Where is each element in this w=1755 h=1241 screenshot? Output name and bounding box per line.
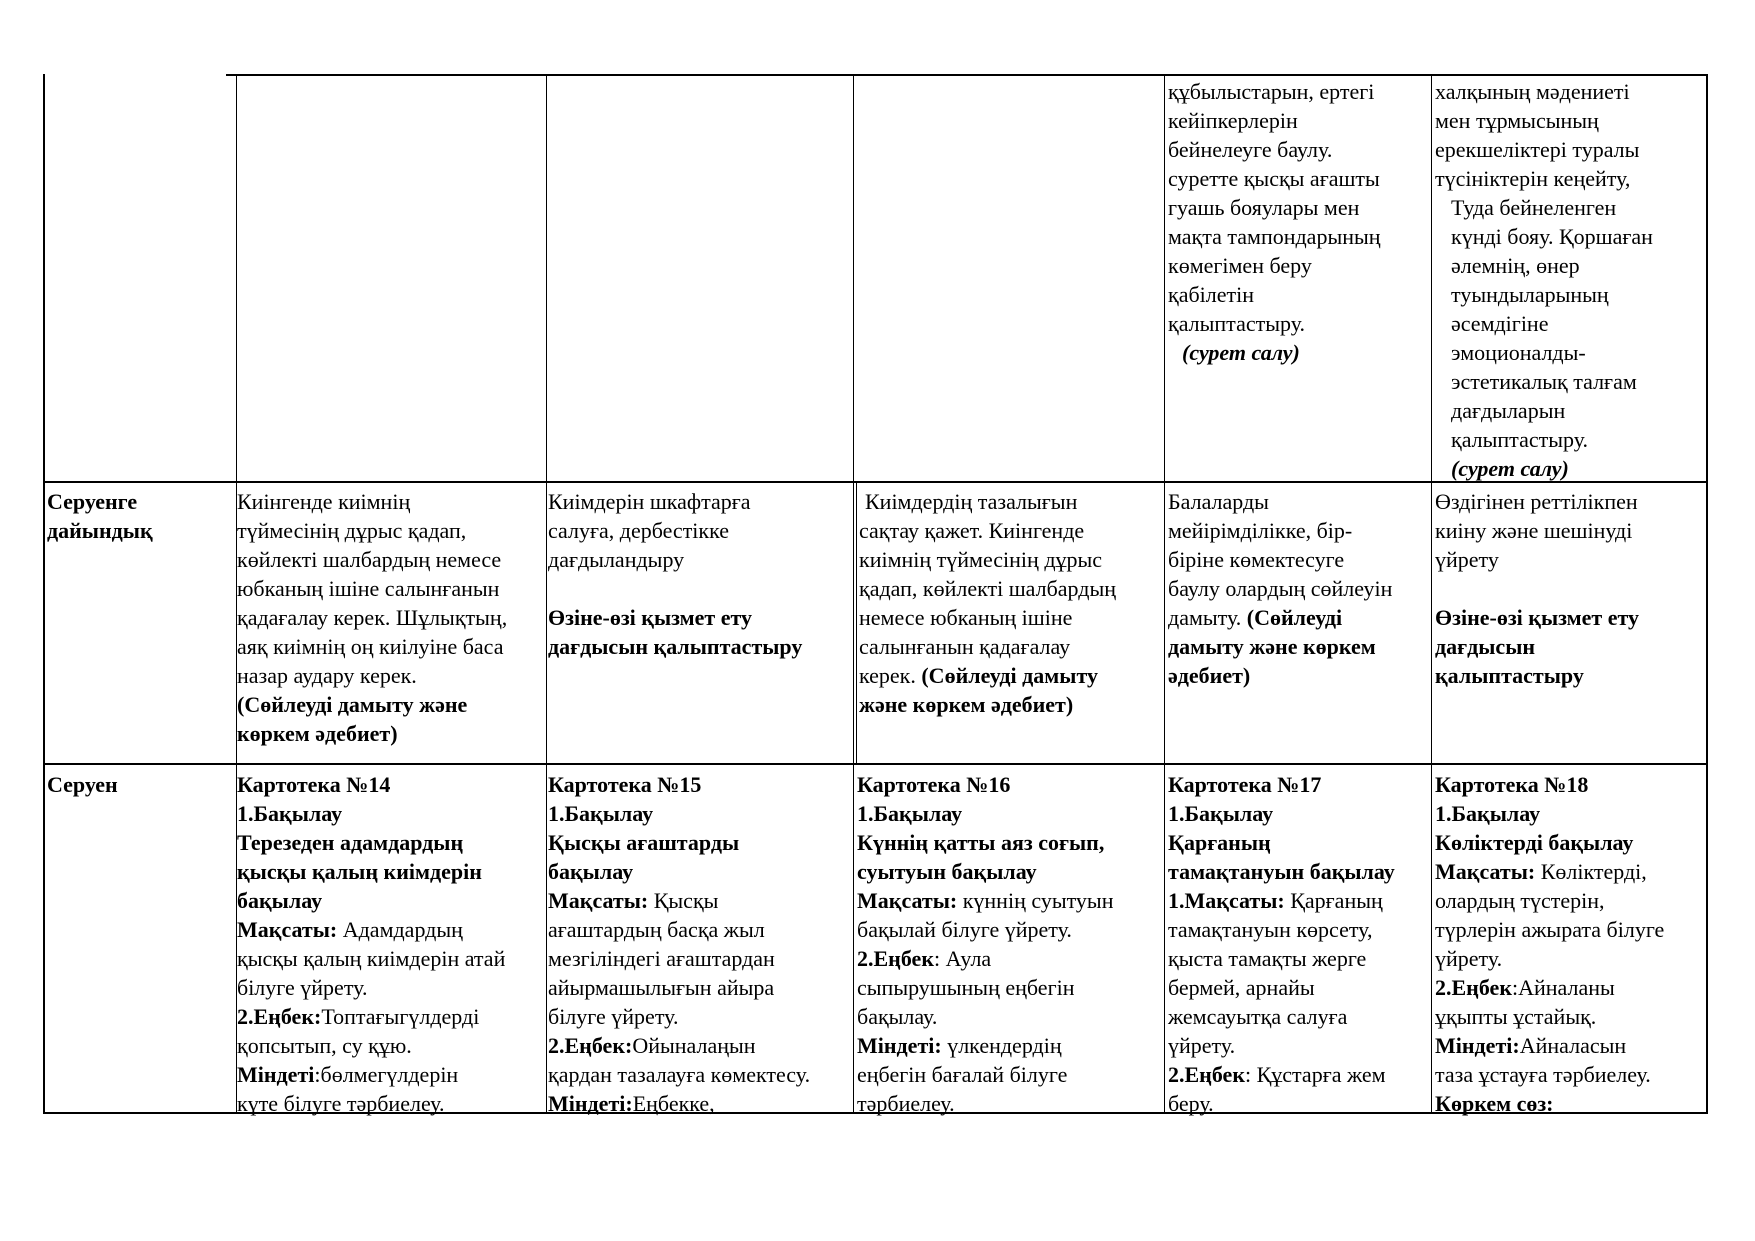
text-line: тәрбиелеу. bbox=[857, 1091, 955, 1116]
text-fragment: (Сөйлеуді bbox=[1246, 605, 1343, 630]
text-line: тамақтануын көрсету, bbox=[1168, 917, 1373, 942]
text-line: 1.Бақылау bbox=[548, 801, 654, 826]
row1-col4-cell bbox=[1168, 77, 1381, 367]
text-fragment: Айналаны bbox=[1518, 975, 1615, 1000]
text-line: үйрету. bbox=[1168, 1033, 1236, 1058]
text-line: Көліктерді бақылау bbox=[1435, 830, 1634, 855]
text-fragment: бөлме bbox=[320, 1062, 378, 1087]
text-line: таза ұстауға тәрбиелеу. bbox=[1435, 1062, 1651, 1087]
text-line: Өзіне-өзі қызмет ету bbox=[1435, 605, 1640, 630]
text-line: көмегімен беру bbox=[1168, 253, 1312, 278]
row1-col5-cell bbox=[1435, 77, 1653, 483]
text-line: дайындық bbox=[47, 518, 153, 543]
text-fragment: : Аула bbox=[934, 946, 992, 971]
text-line: түрлерін ажырата білуге bbox=[1435, 917, 1665, 942]
text-line: дағдыландыру bbox=[548, 547, 685, 572]
text-fragment: Ойын bbox=[632, 1033, 687, 1058]
text-line: немесе юбканың ішіне bbox=[859, 605, 1073, 630]
row3-label bbox=[47, 770, 118, 799]
text-line: қадағалау керек. Шұлықтың, bbox=[237, 605, 508, 630]
column-divider-4 bbox=[1164, 74, 1165, 1114]
row3-col1-cell bbox=[237, 770, 545, 1118]
text-line: Серуенге bbox=[47, 489, 138, 514]
text-line: Киімдердің тазалығын bbox=[865, 489, 1078, 514]
text-line: Туда бейнеленген bbox=[1451, 195, 1617, 220]
text-line: сыпырушының еңбегін bbox=[857, 975, 1075, 1000]
text-fragment: Қарғаның bbox=[1290, 888, 1383, 913]
text-fragment: Адамдардың bbox=[342, 917, 463, 942]
text-fragment: Мақсаты: bbox=[237, 917, 338, 942]
text-line: Терезеден адамдардың bbox=[237, 830, 464, 855]
text-line: үйрету. bbox=[1435, 946, 1503, 971]
text-line: халқының мәдениеті bbox=[1435, 79, 1630, 104]
text-line: көркем әдебиет) bbox=[237, 721, 398, 746]
text-line: қардан тазалауға көмектесу. bbox=[548, 1062, 811, 1087]
text-line: эмоционалды- bbox=[1451, 340, 1586, 365]
text-fragment: : bbox=[314, 1062, 321, 1087]
text-line: құбылыстарын, ертегі bbox=[1168, 79, 1375, 104]
text-fragment: Еңбекке, bbox=[632, 1091, 715, 1116]
text-fragment: Мақсаты: bbox=[857, 888, 958, 913]
text-fragment: : bbox=[1512, 975, 1519, 1000]
row3-col4-cell bbox=[1168, 770, 1395, 1118]
text-line: салуға, дербестікке bbox=[548, 518, 730, 543]
text-fragment: Топтағы bbox=[321, 1004, 400, 1029]
text-fragment: гүлдерді bbox=[399, 1004, 480, 1029]
text-line: ұқыпты ұстайық. bbox=[1435, 1004, 1597, 1029]
text-line: бермей, арнайы bbox=[1168, 975, 1315, 1000]
text-line: қопсытып, су құю. bbox=[237, 1033, 412, 1058]
card-title: Картотека №17 bbox=[1168, 772, 1322, 797]
card-title: Картотека №16 bbox=[857, 772, 1011, 797]
text-line: Киінгенде киімнің bbox=[237, 489, 411, 514]
column-divider-3a bbox=[853, 74, 854, 763]
text-line: әдебиет) bbox=[1168, 663, 1251, 688]
text-fragment: 2.Еңбек: bbox=[237, 1004, 322, 1029]
row3-col2-cell bbox=[548, 770, 852, 1118]
text-line: және көркем әдебиет) bbox=[859, 692, 1074, 717]
text-line: айырмашылығын айыра bbox=[548, 975, 775, 1000]
text-line: білуге үйрету. bbox=[237, 975, 368, 1000]
text-line: бақылай білуге үйрету. bbox=[857, 917, 1072, 942]
text-fragment: (Сөйлеуді дамыту bbox=[921, 663, 1098, 688]
text-line: қалыптастыру bbox=[1435, 663, 1584, 688]
text-line: беру. bbox=[1168, 1091, 1214, 1116]
text-fragment: : Құстарға жем bbox=[1245, 1062, 1386, 1087]
text-line: бақылау bbox=[548, 859, 634, 884]
text-line: олардың түстерін, bbox=[1435, 888, 1605, 913]
column-divider-3c bbox=[853, 765, 854, 1114]
text-fragment: Міндеті: bbox=[857, 1033, 942, 1058]
text-fragment: 2.Еңбек bbox=[1168, 1062, 1245, 1087]
text-line: киіну және шешінуді bbox=[1435, 518, 1633, 543]
text-fragment: күннің суытуын bbox=[962, 888, 1114, 913]
text-line: 1.Бақылау bbox=[1168, 801, 1274, 826]
text-fragment: Міндеті: bbox=[548, 1091, 633, 1116]
text-line: дағдысын bbox=[1435, 634, 1536, 659]
text-line: бейнелеуге баулу. bbox=[1168, 137, 1333, 162]
row2-col4-cell bbox=[1168, 487, 1392, 690]
text-fragment: гүлдерін bbox=[377, 1062, 459, 1087]
row2-col1-cell bbox=[237, 487, 507, 748]
text-fragment: Мақсаты: bbox=[548, 888, 649, 913]
text-line: ағаштардың басқа жыл bbox=[548, 917, 765, 942]
text-line: баулу олардың сөйлеуін bbox=[1168, 576, 1393, 601]
text-line: күнді бояу. Қоршаған bbox=[1451, 224, 1653, 249]
text-line: суретте қысқы ағашты bbox=[1168, 166, 1380, 191]
text-fragment: Қысқы bbox=[653, 888, 719, 913]
text-line: қыста тамақты жерге bbox=[1168, 946, 1367, 971]
text-fragment: дамыту. bbox=[1168, 605, 1242, 630]
text-line: күте білуге тәрбиелеу. bbox=[237, 1091, 445, 1116]
text-line: әсемдігіне bbox=[1451, 311, 1549, 336]
text-fragment: керек. bbox=[859, 663, 916, 688]
text-line: Өзіне-өзі қызмет ету bbox=[548, 605, 753, 630]
column-divider-2 bbox=[546, 74, 547, 1114]
text-line: Қысқы ағаштарды bbox=[548, 830, 740, 855]
text-line: Серуен bbox=[47, 772, 118, 797]
text-fragment: Көліктерді, bbox=[1540, 859, 1647, 884]
text-fragment: 2.Еңбек bbox=[1435, 975, 1512, 1000]
text-line: мезгіліндегі ағаштардан bbox=[548, 946, 775, 971]
card-title: Картотека №15 bbox=[548, 772, 702, 797]
row-divider-2 bbox=[43, 763, 1708, 765]
text-line: түсініктерін кеңейту, bbox=[1435, 166, 1631, 191]
row2-col5-cell bbox=[1435, 487, 1639, 690]
text-line: суытуын бақылау bbox=[857, 859, 1037, 884]
text-line: білуге үйрету. bbox=[548, 1004, 679, 1029]
text-fragment: Айналасын bbox=[1519, 1033, 1627, 1058]
text-fragment: Міндеті: bbox=[1435, 1033, 1520, 1058]
text-line: тамақтануын бақылау bbox=[1168, 859, 1395, 884]
table-right-border bbox=[1706, 74, 1708, 1114]
text-line: салынғанын қадағалау bbox=[859, 634, 1071, 659]
text-line: қалыптастыру. bbox=[1168, 311, 1305, 336]
text-line: біріне көмектесуге bbox=[1168, 547, 1345, 572]
text-line: Балаларды bbox=[1168, 489, 1269, 514]
text-line: дағдыларын bbox=[1451, 398, 1566, 423]
row2-col2-cell bbox=[548, 487, 802, 661]
text-line: қадап, көйлекті шалбардың bbox=[859, 576, 1117, 601]
text-line: аяқ киімнің оң киілуіне баса bbox=[237, 634, 504, 659]
text-line: қабілетін bbox=[1168, 282, 1255, 307]
text-line: бақылау bbox=[237, 888, 323, 913]
text-line: юбканың ішіне салынғанын bbox=[237, 576, 500, 601]
text-line: қысқы қалың киімдерін атай bbox=[237, 946, 506, 971]
text-line: Көркем сөз: bbox=[1435, 1091, 1554, 1116]
text-line: дағдысын қалыптастыру bbox=[548, 634, 803, 659]
text-line: түймесінің дұрыс қадап, bbox=[237, 518, 467, 543]
row2-label bbox=[47, 487, 153, 545]
column-divider-3b bbox=[856, 483, 857, 763]
text-line: кейіпкерлерін bbox=[1168, 108, 1298, 133]
text-line: ерекшеліктері туралы bbox=[1435, 137, 1640, 162]
text-line: 1.Бақылау bbox=[857, 801, 963, 826]
text-line: гуашь бояулары мен bbox=[1168, 195, 1360, 220]
text-fragment: алаңын bbox=[686, 1033, 756, 1058]
text-line: Қарғаның bbox=[1168, 830, 1271, 855]
text-fragment: 1.Мақсаты: bbox=[1168, 888, 1285, 913]
text-fragment: Міндеті bbox=[237, 1062, 315, 1087]
text-line: үйрету bbox=[1435, 547, 1499, 572]
text-line: қалыптастыру. bbox=[1451, 427, 1588, 452]
card-title: Картотека №14 bbox=[237, 772, 391, 797]
text-line: көйлекті шалбардың немесе bbox=[237, 547, 502, 572]
text-line: Күннің қатты аяз соғып, bbox=[857, 830, 1105, 855]
text-line: қысқы қалың киімдерін bbox=[237, 859, 482, 884]
column-divider-5 bbox=[1431, 74, 1432, 1114]
text-line: 1.Бақылау bbox=[237, 801, 343, 826]
text-line: туындыларының bbox=[1451, 282, 1609, 307]
row3-col3-cell bbox=[857, 770, 1113, 1118]
text-fragment: 2.Еңбек: bbox=[548, 1033, 633, 1058]
row2-col3-cell bbox=[859, 487, 1116, 719]
table-top-border bbox=[226, 74, 1708, 76]
text-line: киімнің түймесінің дұрыс bbox=[859, 547, 1103, 572]
text-line: Өздігінен реттілікпен bbox=[1435, 489, 1638, 514]
activity-tag: (сурет салу) bbox=[1182, 340, 1300, 365]
text-line: жемсауытқа салуға bbox=[1168, 1004, 1348, 1029]
text-line: мен тұрмысының bbox=[1435, 108, 1599, 133]
text-line: Киімдерін шкафтарға bbox=[548, 489, 751, 514]
text-fragment: үлкендердің bbox=[947, 1033, 1062, 1058]
text-line: сақтау қажет. Киінгенде bbox=[859, 518, 1085, 543]
row3-col5-cell bbox=[1435, 770, 1703, 1118]
activity-tag: (сурет салу) bbox=[1451, 456, 1569, 481]
text-fragment: 2.Еңбек bbox=[857, 946, 934, 971]
text-line: (Сөйлеуді дамыту және bbox=[237, 692, 468, 717]
card-title: Картотека №18 bbox=[1435, 772, 1589, 797]
text-line: дамыту және көркем bbox=[1168, 634, 1376, 659]
text-line: мейірімділікке, бір- bbox=[1168, 518, 1353, 543]
text-line: 1.Бақылау bbox=[1435, 801, 1541, 826]
table-left-border bbox=[43, 74, 45, 1114]
text-line: әлемнің, өнер bbox=[1451, 253, 1580, 278]
text-line: мақта тампондарының bbox=[1168, 224, 1381, 249]
text-line: эстетикалық талғам bbox=[1451, 369, 1637, 394]
text-line: назар аудару керек. bbox=[237, 663, 417, 688]
text-line: еңбегін бағалай білуге bbox=[857, 1062, 1068, 1087]
text-fragment: Мақсаты: bbox=[1435, 859, 1536, 884]
text-line: бақылау. bbox=[857, 1004, 938, 1029]
